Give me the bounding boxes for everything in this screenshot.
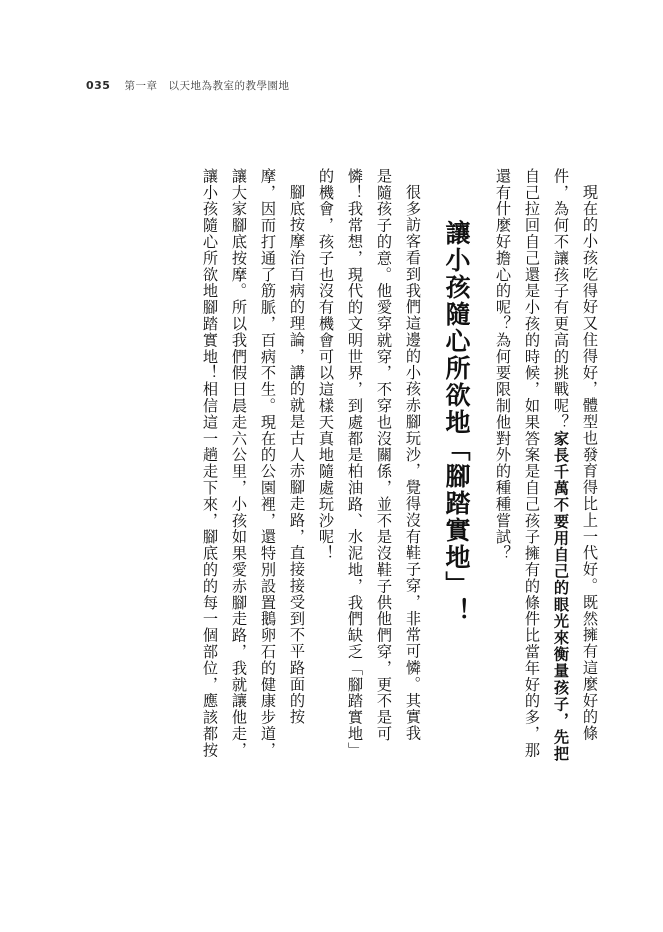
paragraph-line: 的機會，孩子也沒有機會可以這樣天真地隨處玩沙呢！ (317, 168, 335, 562)
paragraph-line: 憐！我常想，現代的文明世界，到處都是柏油路、水泥地，我們缺乏「腳踏實地」 (346, 168, 364, 759)
paragraph-line: 還有什麼好擔心的呢？為何要限制他對外的種種嘗試？ (494, 168, 512, 562)
paragraph-line: 現在的小孩吃得好又住得好，體型也發育得比上一代好。既然擁有這麼好的條 (581, 184, 599, 742)
paragraph-line: 讓大家腳底按摩。所以我們假日晨走六公里，小孩如果愛赤腳走路，我就讓他走， (230, 168, 248, 759)
paragraph-line: 是隨孩子的意。他愛穿就穿，不穿也沒關係，並不是沒鞋子供他們穿，更不是可 (375, 168, 393, 742)
section-heading: 讓小孩隨心所欲地「腳踏實地」！ (442, 220, 471, 625)
paragraph-line: 很多訪客看到我們這邊的小孩赤腳玩沙，覺得沒有鞋子穿，非常可憐。其實我 (404, 184, 422, 742)
paragraph-line: 腳底按摩治百病的理論，講的就是古人赤腳走路，直接接受到不平路面的按 (288, 184, 306, 726)
page-body (70, 168, 597, 868)
chapter-title: 第一章 以天地為教室的教學園地 (124, 80, 290, 92)
paragraph-line-with-emphasis (539, 168, 568, 868)
page-number: 035 (86, 79, 111, 92)
running-header (86, 78, 289, 93)
paragraph-line: 自己拉回自己還是小孩的時候，如果答案是自己孩子擁有的條件比當年好的多，那 (523, 168, 541, 759)
emphasis-run: 家長千萬不要用自己的眼光來衡量孩子，先把 (552, 430, 570, 763)
paragraph-gap (469, 168, 481, 868)
paragraph-line: 讓小孩隨心所欲地腳踏實地！相信這一趟走下來，腳底的的每一個部位，應該都按 (201, 168, 219, 759)
paragraph-line: 摩，因而打通了筋脈，百病不生。現在的公園裡，還特別設置鵝卵石的健康步道， (259, 168, 277, 759)
text-run: 件，為何不讓孩子有更高的挑戰呢？ (552, 168, 570, 431)
